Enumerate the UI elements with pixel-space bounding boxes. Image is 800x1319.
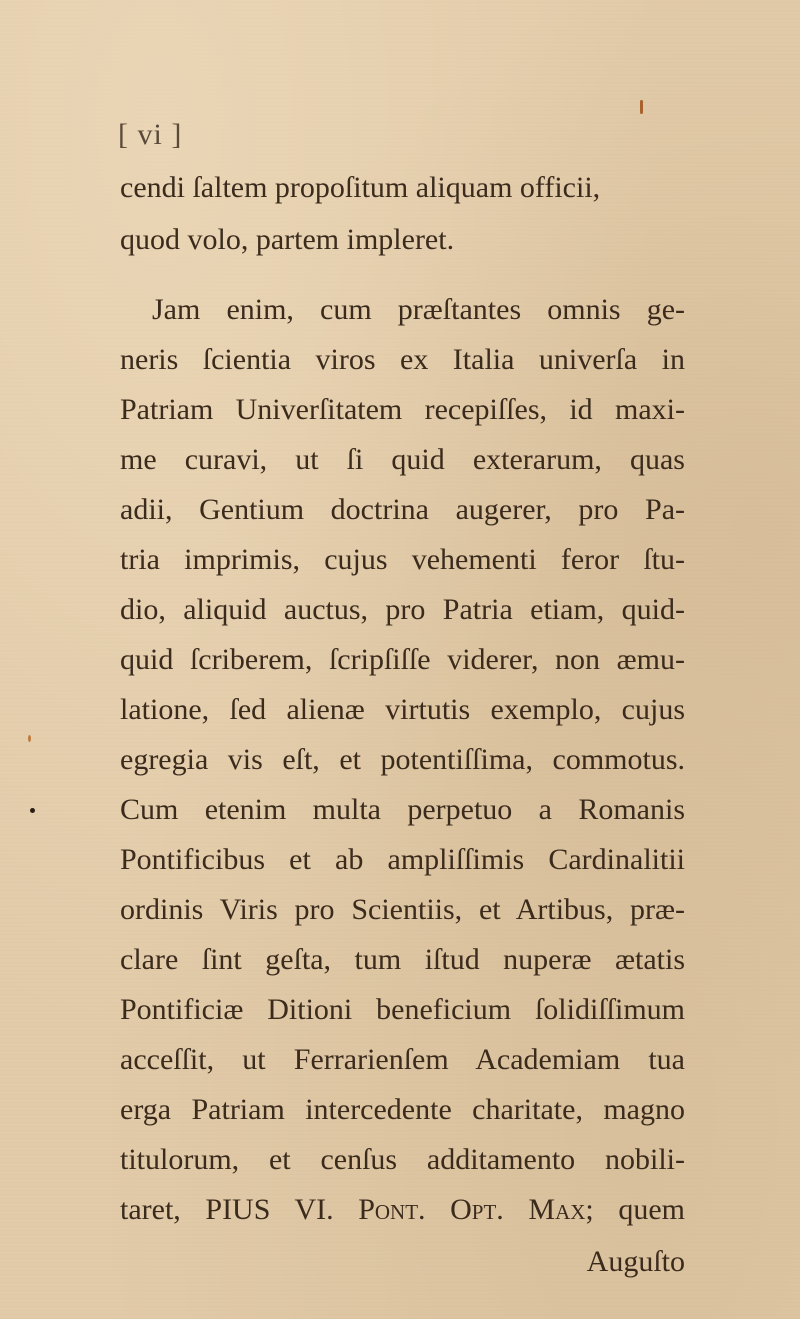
text-line-19: erga Patriam intercedente charitate, magno [120, 1093, 685, 1126]
text-line-4: neris ſcientia viros ex Italia univerſa in [120, 343, 685, 376]
papal-title-smallcaps: Pont. Opt. Max [358, 1193, 586, 1226]
text-line-11: latione, ſed alienæ virtutis exemplo, cujus [120, 693, 685, 726]
text-line-14: Pontificibus et ab ampliſſimis Cardinalitii [120, 843, 685, 876]
catchword: Auguſto [586, 1245, 685, 1278]
text-line-12: egregia vis eſt, et potentiſſima, commotus. [120, 743, 685, 776]
text-line-21 [120, 1192, 685, 1228]
foxing-spot [640, 100, 643, 114]
text-line-17: Pontificiæ Ditioni beneficium ſolidiſſimum [120, 993, 685, 1026]
text-line-16: clare ſint geſta, tum iſtud nuperæ ætatis [120, 943, 685, 976]
paragraph-start-line: Jam enim, cum præſtantes omnis ge- [152, 293, 685, 326]
ink-speck [30, 808, 35, 813]
text-line-9: dio, aliquid auctus, pro Patria etiam, quid- [120, 593, 685, 626]
text-line-20: titulorum, et cenſus additamento nobili- [120, 1143, 685, 1176]
foxing-spot [28, 735, 31, 742]
text-line-7: adii, Gentium doctrina augerer, pro Pa- [120, 493, 685, 526]
text-line-5: Patriam Univerſitatem recepiſſes, id maxi- [120, 393, 685, 426]
text-line-13: Cum etenim multa perpetuo a Romanis [120, 793, 685, 826]
text-line-8: tria imprimis, cujus vehementi feror ſtu- [120, 543, 685, 576]
page-number: [ vi ] [118, 118, 183, 151]
text-line-15: ordinis Viris pro Scientiis, et Artibus, præ- [120, 893, 685, 926]
text-line-6: me curavi, ut ſi quid exterarum, quas [120, 443, 685, 476]
text-line-18: acceſſit, ut Ferrarienſem Academiam tua [120, 1043, 685, 1076]
text-line-1: cendi ſaltem propoſitum aliquam officii, [120, 171, 601, 204]
text-line-10: quid ſcriberem, ſcripſiſſe viderer, non æmu- [120, 643, 685, 676]
text-line-2: quod volo, partem impleret. [120, 223, 455, 256]
text-line-21-a: taret, PIUS VI. [120, 1193, 359, 1226]
text-line-21-b: ; quem [585, 1193, 685, 1226]
